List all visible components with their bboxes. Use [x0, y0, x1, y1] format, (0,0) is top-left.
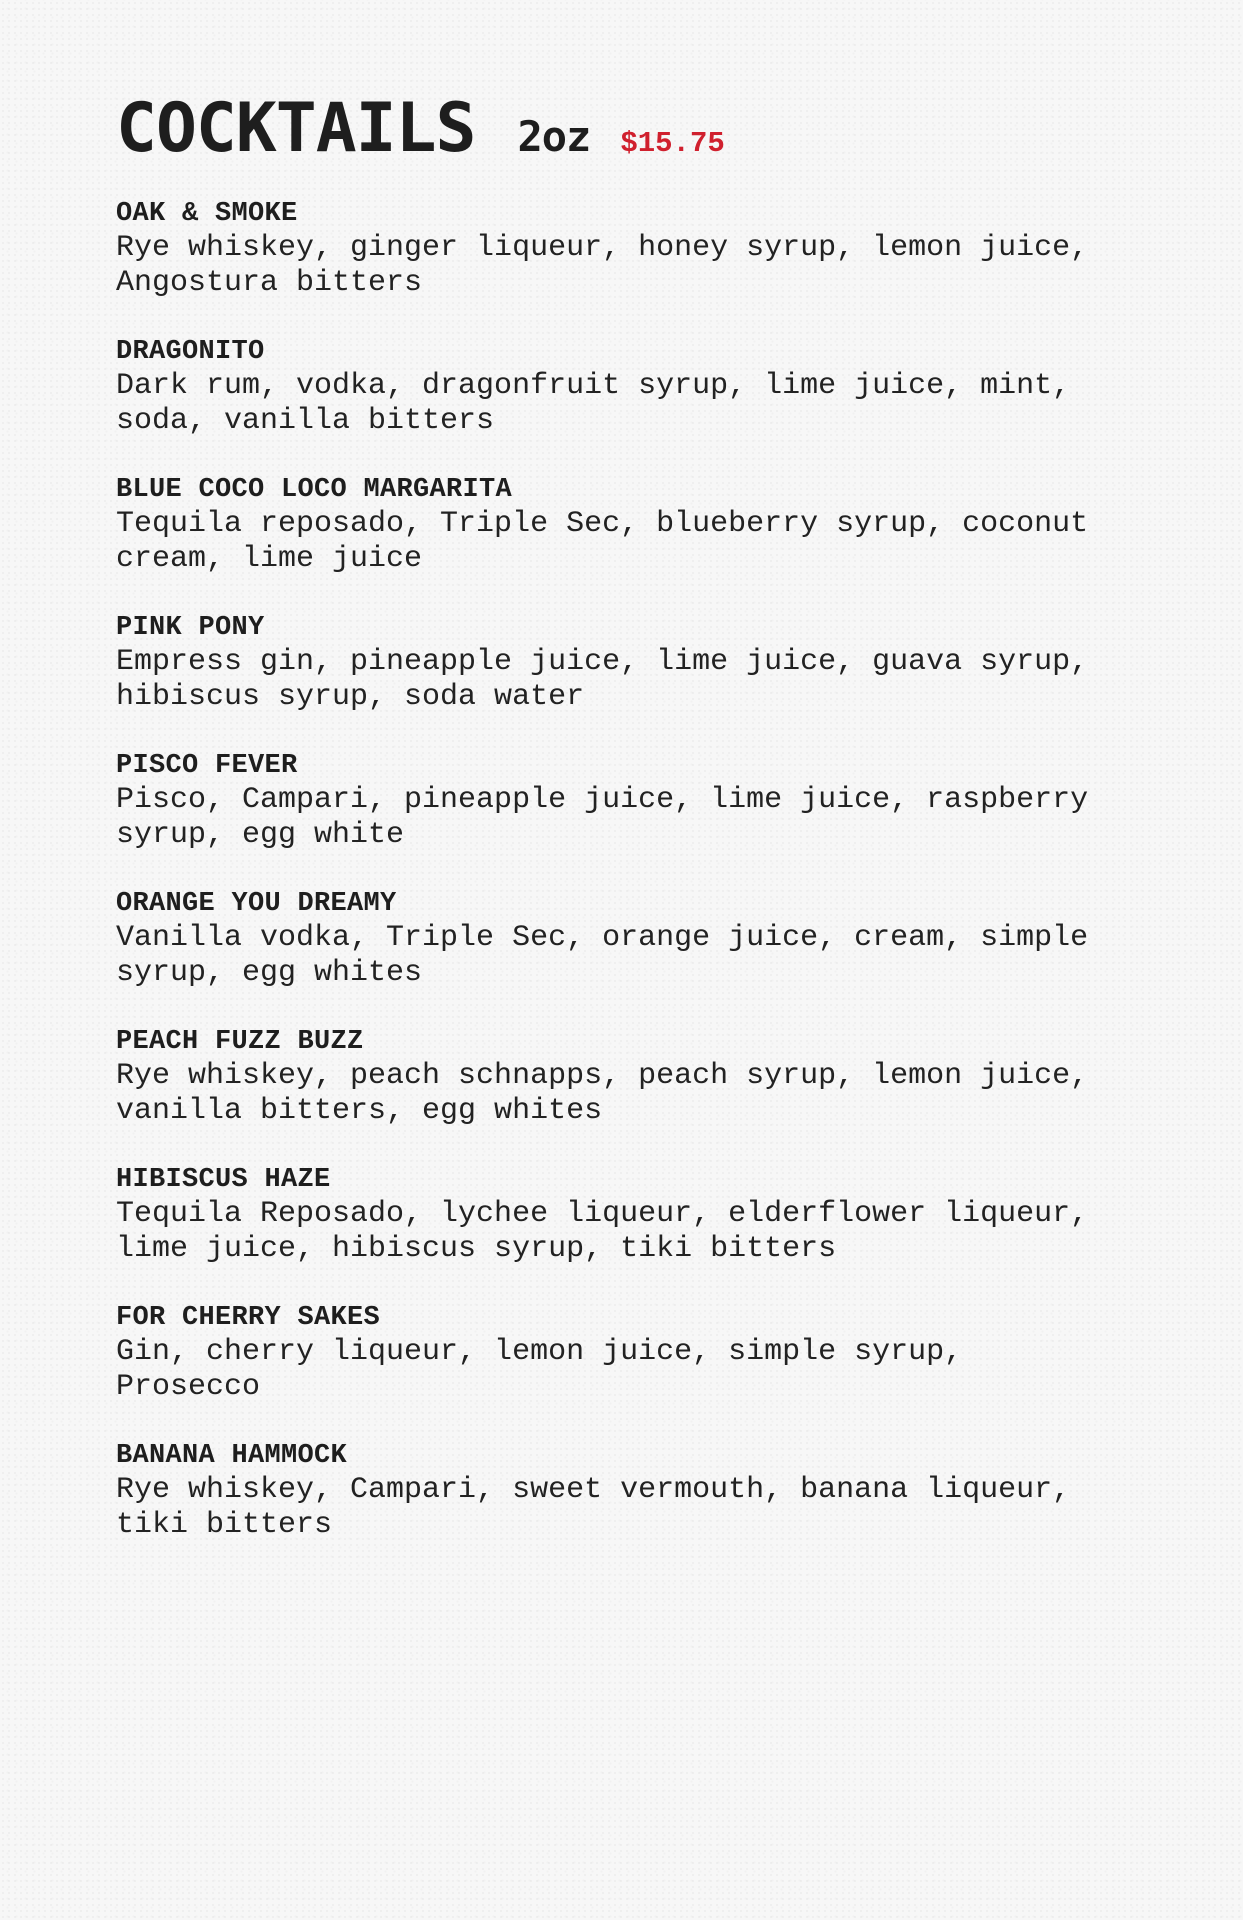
menu-header [116, 89, 1243, 168]
page-title: COCKTAILS [116, 89, 476, 168]
cocktail-name: BLUE COCO LOCO MARGARITA [116, 475, 513, 505]
cocktail-item [116, 611, 1126, 715]
cocktail-ingredients: Tequila Reposado, lychee liqueur, elderflower liqueur, lime juice, hibiscus syrup, tiki bitters [116, 1197, 1089, 1266]
cocktail-ingredients: Empress gin, pineapple juice, lime juice, guava syrup, hibiscus syrup, soda water [116, 645, 1089, 714]
cocktail-item [116, 749, 1126, 853]
cocktail-item [116, 1439, 1126, 1543]
cocktail-name: ORANGE YOU DREAMY [116, 889, 397, 919]
cocktail-name: OAK & SMOKE [116, 199, 298, 229]
cocktail-item [116, 1301, 1126, 1405]
cocktail-name: DRAGONITO [116, 337, 265, 367]
cocktail-name: PISCO FEVER [116, 751, 298, 781]
cocktail-ingredients: Rye whiskey, ginger liqueur, honey syrup, lemon juice, Angostura bitters [116, 231, 1089, 300]
serving-size: 2oz [517, 112, 591, 161]
cocktail-list [116, 197, 1126, 1543]
cocktail-item [116, 1163, 1126, 1267]
cocktail-ingredients: Gin, cherry liqueur, lemon juice, simple syrup, Prosecco [116, 1335, 963, 1404]
cocktail-ingredients: Rye whiskey, Campari, sweet vermouth, banana liqueur, tiki bitters [116, 1473, 1071, 1542]
cocktail-ingredients: Vanilla vodka, Triple Sec, orange juice, cream, simple syrup, egg whites [116, 921, 1089, 990]
cocktail-ingredients: Pisco, Campari, pineapple juice, lime juice, raspberry syrup, egg white [116, 783, 1089, 852]
cocktail-ingredients: Dark rum, vodka, dragonfruit syrup, lime juice, mint, soda, vanilla bitters [116, 369, 1071, 438]
cocktail-name: PEACH FUZZ BUZZ [116, 1027, 364, 1057]
cocktail-item [116, 335, 1126, 439]
cocktail-ingredients: Rye whiskey, peach schnapps, peach syrup, lemon juice, vanilla bitters, egg whites [116, 1059, 1089, 1128]
cocktail-item [116, 473, 1126, 577]
cocktail-name: PINK PONY [116, 613, 265, 643]
price-label: $15.75 [620, 127, 725, 160]
cocktail-name: BANANA HAMMOCK [116, 1441, 348, 1471]
cocktail-item [116, 887, 1126, 991]
cocktail-item [116, 1025, 1126, 1129]
cocktail-ingredients: Tequila reposado, Triple Sec, blueberry syrup, coconut cream, lime juice [116, 507, 1089, 576]
cocktail-name: HIBISCUS HAZE [116, 1165, 331, 1195]
cocktail-name: FOR CHERRY SAKES [116, 1303, 381, 1333]
cocktail-item [116, 197, 1126, 301]
